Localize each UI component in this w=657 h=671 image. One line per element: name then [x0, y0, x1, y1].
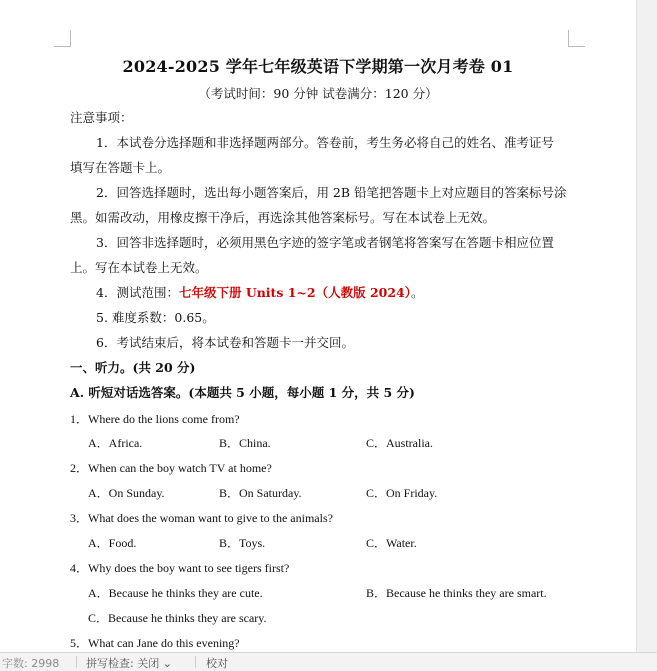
question-4-option-c: C．Because he thinks they are scary. — [88, 611, 267, 625]
question-1-option-a: A．Africa. — [88, 436, 143, 450]
notice-item-4 — [96, 285, 424, 301]
question-4-option-b: B．Because he thinks they are smart. — [366, 586, 547, 600]
word-count: 字数: 2998 — [2, 657, 60, 670]
question-2-option-c: C．On Friday. — [366, 486, 438, 500]
margin-corner-mark — [568, 30, 585, 47]
exam-title: 2024-2025 学年七年级英语下学期第一次月考卷 01 — [122, 57, 514, 76]
status-divider — [76, 656, 77, 668]
question-3: 3．What does the woman want to give to the animals? — [70, 511, 333, 525]
margin-corner-mark — [54, 30, 71, 47]
section-listening-heading: 一、听力。(共 20 分) — [70, 360, 196, 375]
test-scope: 七年级下册 Units 1~2（人教版 2024） — [178, 285, 411, 300]
notice-item-5: 5. 难度系数：0.65。 — [96, 310, 215, 325]
question-3-option-a: A．Food. — [88, 536, 137, 550]
question-1: 1．Where do the lions come from? — [70, 412, 240, 426]
notice-item-4-prefix: 4．测试范围： — [96, 285, 179, 300]
status-divider — [195, 656, 196, 668]
notice-heading: 注意事项： — [70, 110, 133, 125]
proofread-button[interactable]: 校对 — [206, 657, 228, 670]
question-2: 2．When can the boy watch TV at home? — [70, 461, 272, 475]
notice-item-2-cont: 黑。如需改动，用橡皮擦干净后，再选涂其他答案标号。写在本试卷上无效。 — [70, 210, 496, 225]
question-4: 4．Why does the boy want to see tigers first? — [70, 561, 290, 575]
notice-item-2: 2．回答选择题时，选出每小题答案后，用 2B 铅笔把答题卡上对应题目的答案标号涂 — [96, 185, 567, 200]
question-2-option-b: B．On Saturday. — [219, 486, 302, 500]
notice-item-4-suffix: 。 — [410, 285, 424, 300]
notice-item-3: 3．回答非选择题时，必须用黑色字迹的签字笔或者钢笔将答案写在答题卡相应位置 — [96, 235, 554, 250]
notice-item-3-cont: 上。写在本试卷上无效。 — [70, 260, 208, 275]
spell-check-toggle[interactable]: 拼写检查: 关闭 ⌄ — [86, 657, 172, 670]
question-5: 5．What can Jane do this evening? — [70, 636, 240, 650]
status-bar — [0, 652, 657, 671]
question-2-option-a: A．On Sunday. — [88, 486, 165, 500]
exam-subtitle: （考试时间：90 分钟 试卷满分：120 分） — [198, 86, 438, 101]
part-a-heading: A. 听短对话选答案。(本题共 5 小题，每小题 1 分，共 5 分) — [70, 385, 415, 400]
notice-item-6: 6．考试结束后，将本试卷和答题卡一并交回。 — [96, 335, 354, 350]
question-4-option-a: A．Because he thinks they are cute. — [88, 586, 263, 600]
question-3-option-c: C．Water. — [366, 536, 417, 550]
notice-item-1: 1．本试卷分选择题和非选择题两部分。答卷前，考生务必将自己的姓名、准考证号 — [96, 135, 554, 150]
question-3-option-b: B．Toys. — [219, 536, 266, 550]
question-1-option-b: B．China. — [219, 436, 271, 450]
question-1-option-c: C．Australia. — [366, 436, 433, 450]
vertical-scrollbar[interactable] — [636, 0, 657, 652]
notice-item-1-cont: 填写在答题卡上。 — [70, 160, 171, 175]
